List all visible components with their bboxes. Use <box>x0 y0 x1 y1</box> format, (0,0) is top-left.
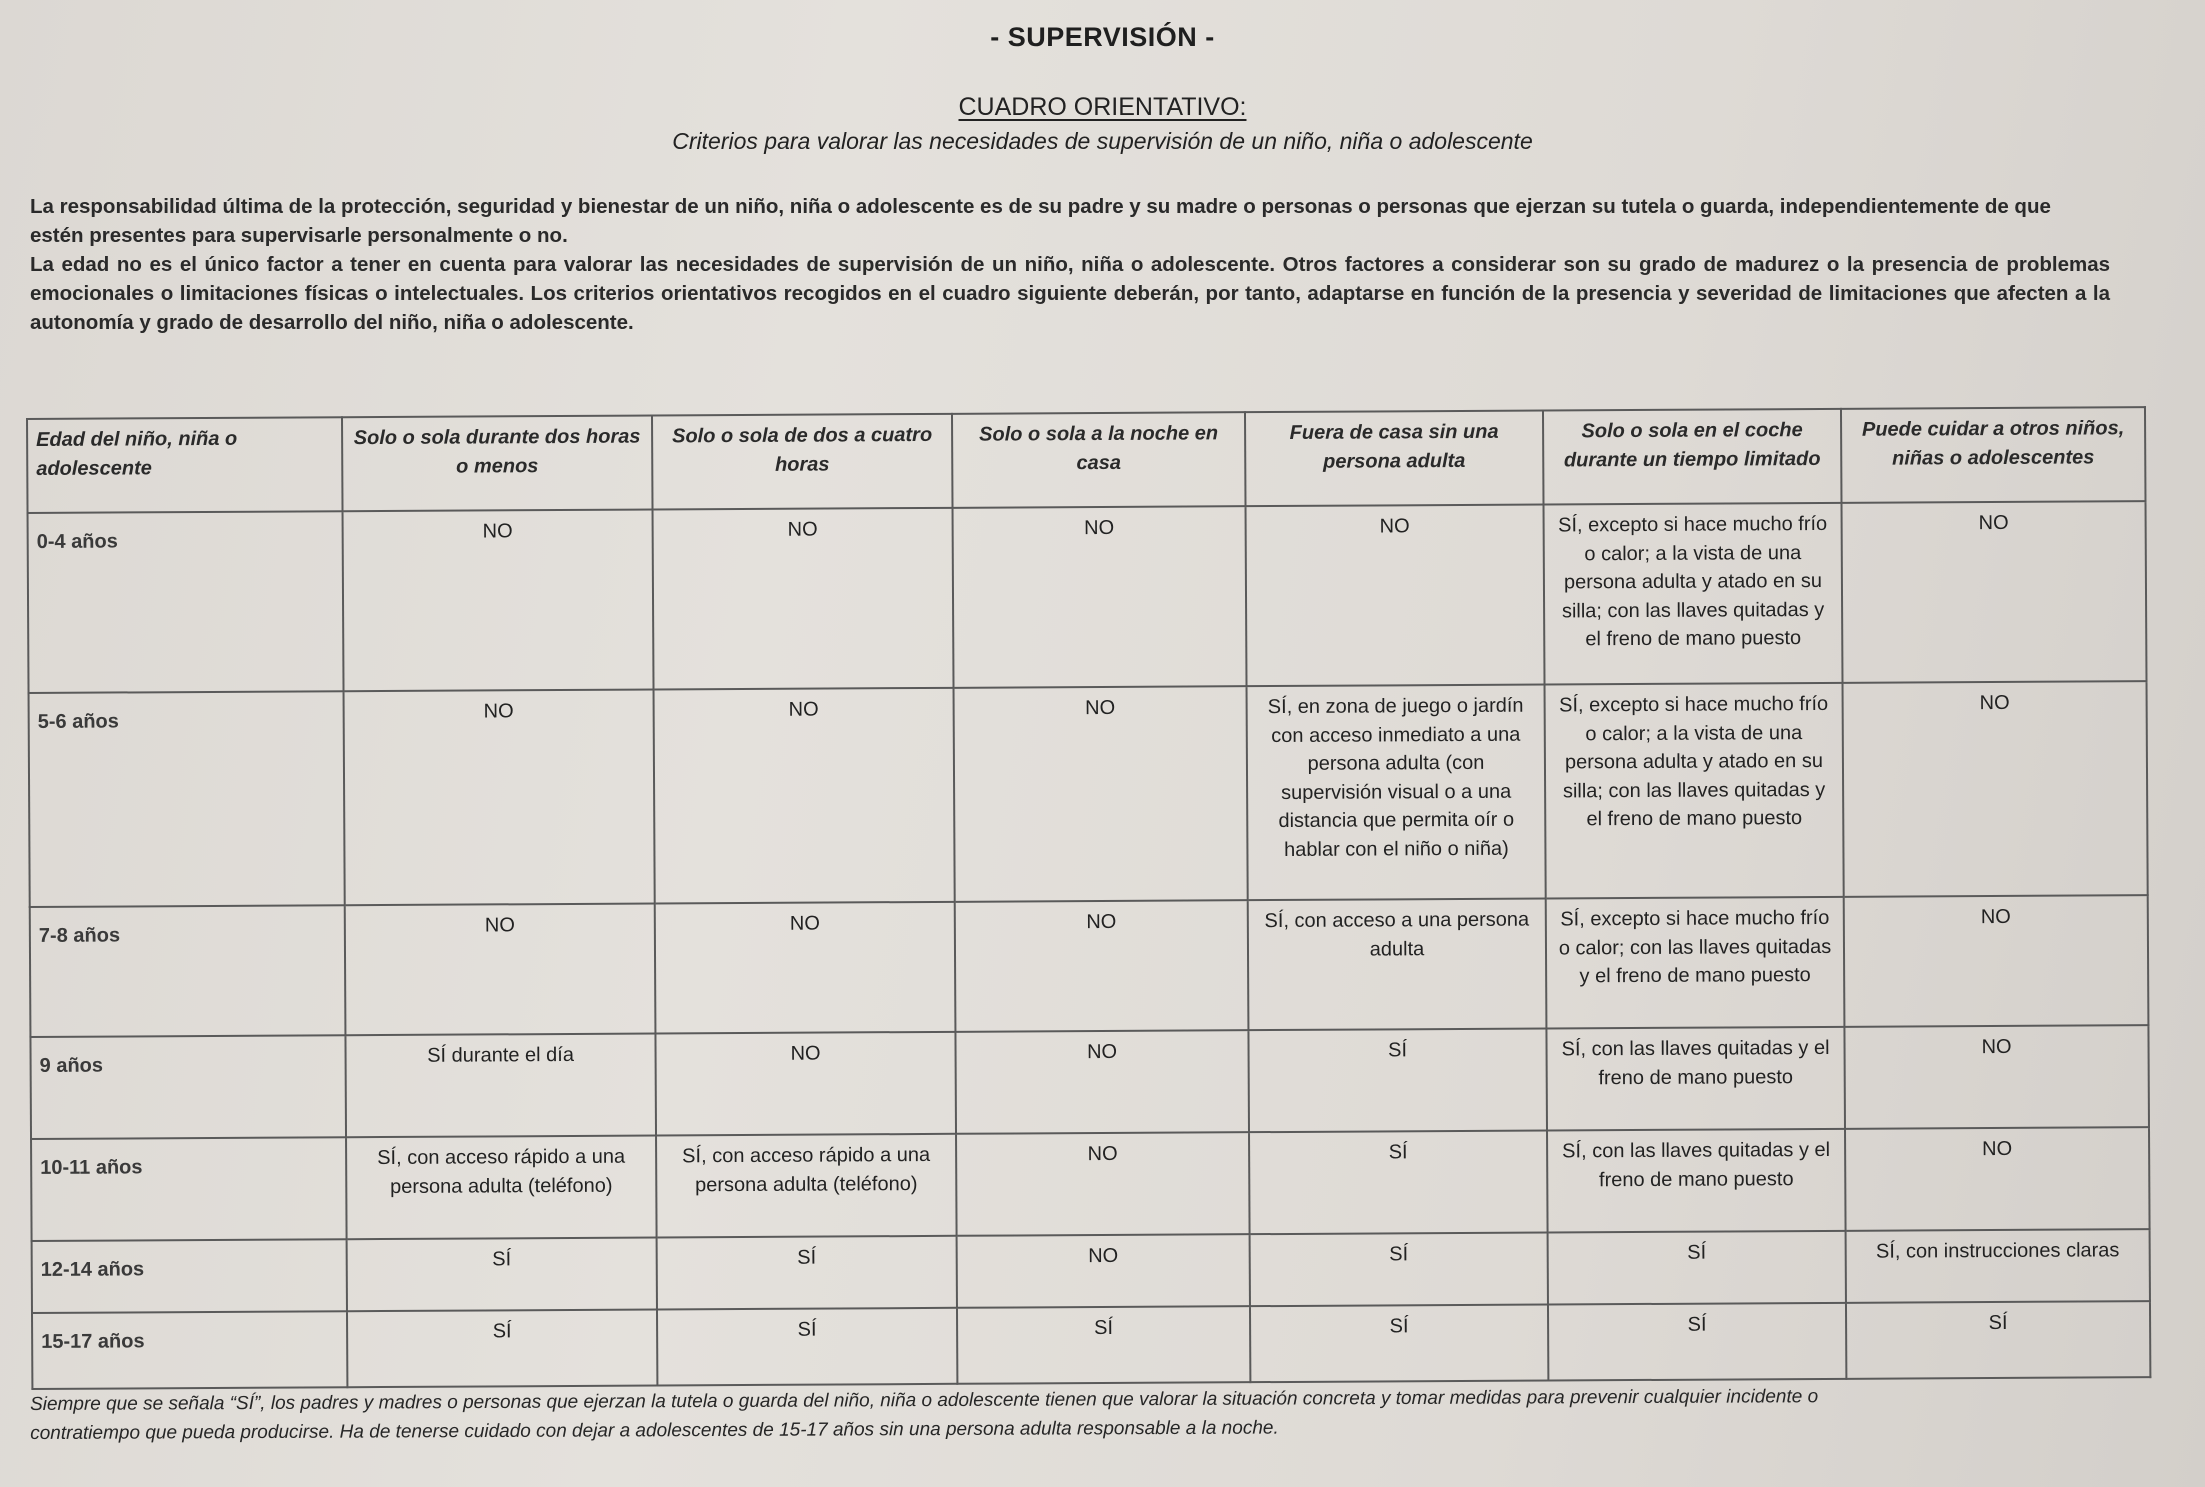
table-cell: NO <box>957 1234 1250 1308</box>
table-cell: SÍ <box>347 1309 657 1387</box>
table-cell: SÍ, con acceso rápido a una persona adulta (teléfono) <box>346 1135 657 1239</box>
column-header-care-others: Puede cuidar a otros niños, niñas o adolescentes <box>1841 407 2146 503</box>
intro-text <box>30 192 2110 337</box>
table-cell: NO <box>955 900 1249 1032</box>
table-cell: SÍ <box>957 1306 1250 1384</box>
table-row <box>28 501 2147 693</box>
intro-paragraph: La edad no es el único factor a tener en cuenta para valorar las necesidades de supervisión de un niño, niña o adolescente. Otros factores a considerar son su grado de madurez o la presencia de problemas emocionales o limitaciones físicas o intelectuales. Los criterios orientativos recogidos en el cuadro siguiente deberán, por tanto, adaptarse en función de la presencia y severidad de limitaciones que afecten a la autonomía y grado de desarrollo del niño, niña o adolescente. <box>30 253 2110 334</box>
intro-paragraph: La responsabilidad última de la protección, seguridad y bienestar de un niño, niña o adolescente es de su padre y su madre o personas o personas que ejerzan su tutela o guarda, independientemente de que estén presentes para supervisarle personalmente o no. <box>30 195 2051 247</box>
column-header-alone-2-4h: Solo o sola de dos a cuatro horas <box>652 414 953 510</box>
age-cell: 12-14 años <box>32 1239 347 1313</box>
age-cell: 10-11 años <box>31 1137 347 1241</box>
table-cell: SÍ <box>1548 1303 1846 1381</box>
table-row <box>31 1127 2150 1241</box>
table-caption: CUADRO ORIENTATIVO: <box>958 93 1247 121</box>
table-cell: NO <box>343 510 654 692</box>
table-cell: SÍ, con las llaves quitadas y el freno de mano puesto <box>1547 1129 1846 1233</box>
table-row <box>32 1301 2150 1389</box>
table-cell: SÍ durante el día <box>345 1033 656 1137</box>
table-cell: NO <box>344 689 655 905</box>
table-cell: NO <box>655 902 956 1034</box>
footnote-line: contratiempo que pueda producirse. Ha de tenerse cuidado con dejar a adolescentes de 15-17 años sin una persona adulta responsable a la noche. <box>30 1417 1279 1444</box>
table-row <box>30 1025 2149 1139</box>
age-cell: 7-8 años <box>30 905 346 1037</box>
table-cell: SÍ, excepto si hace mucho frío o calor; a la vista de una persona adulta y atado en su silla; con las llaves quitadas y el freno de mano puesto <box>1544 503 1843 685</box>
table-cell: SÍ, excepto si hace mucho frío o calor; con las llaves quitadas y el freno de mano puesto <box>1546 897 1845 1029</box>
table-cell: NO <box>1844 895 2149 1027</box>
table-cell: NO <box>954 686 1248 902</box>
table-cell: SÍ, con las llaves quitadas y el freno de mano puesto <box>1546 1027 1845 1131</box>
table-cell: SÍ <box>1249 1131 1548 1235</box>
table-cell: SÍ <box>657 1236 957 1310</box>
age-cell: 5-6 años <box>29 691 345 907</box>
column-header-age: Edad del niño, niña o adolescente <box>27 417 343 513</box>
column-header-outside-no-adult: Fuera de casa sin una persona adulta <box>1245 411 1544 507</box>
column-header-alone-night: Solo o sola a la noche en casa <box>952 412 1246 508</box>
table-cell: SÍ <box>1248 1029 1547 1133</box>
table-header-row <box>27 407 2145 513</box>
table-cell: SÍ <box>1548 1231 1846 1305</box>
table-cell: SÍ <box>1250 1305 1548 1383</box>
table-cell: SÍ <box>1250 1233 1548 1307</box>
age-cell: 15-17 años <box>32 1311 347 1389</box>
table-cell: NO <box>654 688 955 904</box>
table-cell: NO <box>1843 681 2148 897</box>
table-cell: NO <box>345 903 656 1035</box>
table-row <box>30 895 2149 1037</box>
table-cell: SÍ, en zona de juego o jardín con acceso inmediato a una persona adulta (con supervisión visual o a una distancia que permita oír o hablar con el niño o niña) <box>1247 685 1546 901</box>
table-cell: SÍ <box>1846 1301 2150 1379</box>
column-header-alone-car: Solo o sola en el coche durante un tiempo limitado <box>1543 409 1842 505</box>
age-cell: 0-4 años <box>28 511 344 693</box>
table-cell: NO <box>956 1132 1250 1236</box>
table-cell: NO <box>653 508 954 690</box>
table-cell: SÍ, excepto si hace mucho frío o calor; a la vista de una persona adulta y atado en su silla; con las llaves quitadas y el freno de mano puesto <box>1545 683 1844 899</box>
table-cell: SÍ, con instrucciones claras <box>1846 1229 2150 1303</box>
table-cell: SÍ, con acceso rápido a una persona adulta (teléfono) <box>656 1134 957 1238</box>
age-cell: 9 años <box>30 1035 346 1139</box>
table-cell: NO <box>1842 501 2147 683</box>
table-row <box>29 681 2148 907</box>
table-cell: SÍ <box>347 1237 657 1311</box>
footnote-line: Siempre que se señala “SÍ”, los padres y madres o personas que ejerzan la tutela o guarda del niño, niña o adolescente tienen que valorar la situación concreta y tomar medidas para prevenir cualquier incidente o <box>30 1386 1819 1415</box>
table-row <box>32 1229 2150 1313</box>
table-cell: NO <box>953 506 1247 688</box>
footnote <box>30 1381 2160 1448</box>
table-cell: NO <box>1845 1127 2150 1231</box>
table-subheading: Criterios para valorar las necesidades de supervisión de un niño, niña o adolescente <box>672 128 1533 154</box>
page-title: - SUPERVISIÓN - <box>990 22 1215 52</box>
table-cell: NO <box>1844 1025 2149 1129</box>
supervision-table <box>26 406 2151 1390</box>
table-cell: NO <box>955 1030 1249 1134</box>
table-cell: SÍ, con acceso a una persona adulta <box>1248 899 1547 1031</box>
table-cell: NO <box>655 1032 956 1136</box>
column-header-alone-2h: Solo o sola durante dos horas o menos <box>342 416 653 512</box>
table-cell: SÍ <box>657 1308 957 1386</box>
table-cell: NO <box>1246 505 1545 687</box>
